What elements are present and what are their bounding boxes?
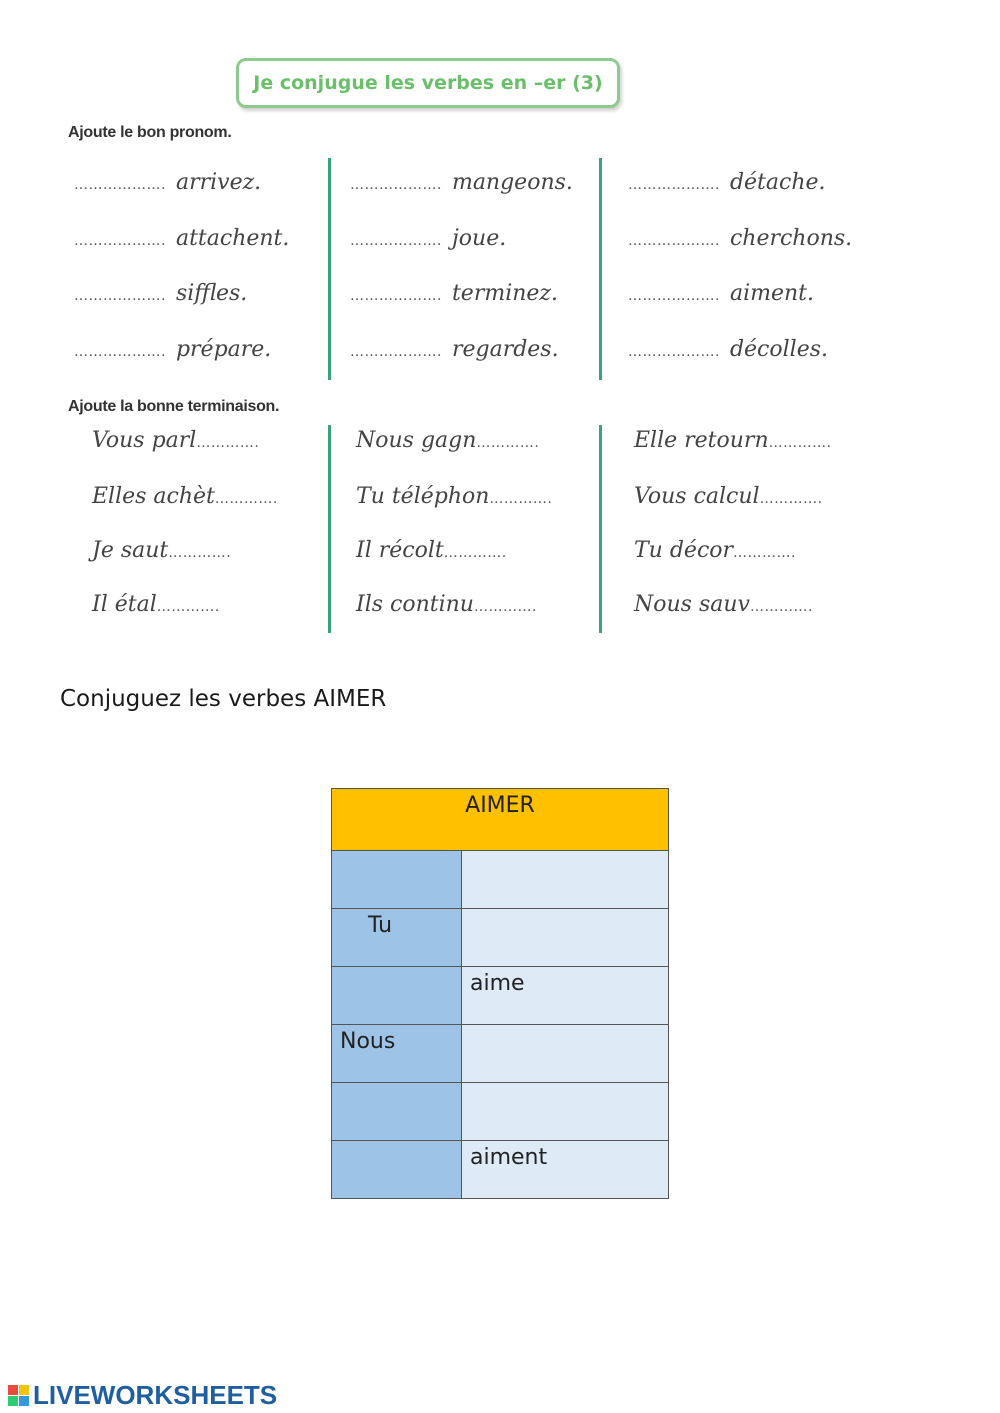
ending-item xyxy=(634,428,832,453)
pronoun-cell[interactable] xyxy=(332,1141,462,1199)
liveworksheets-logo xyxy=(8,1380,277,1411)
table-row xyxy=(332,1083,669,1141)
pronoun-blank[interactable]: ………………. xyxy=(74,233,166,249)
ending-item xyxy=(634,484,823,509)
ending-item xyxy=(356,484,552,509)
verb-cell: aime xyxy=(462,967,669,1025)
pronoun-blank[interactable]: ………………. xyxy=(350,344,442,360)
verb-stem: Nous gagn xyxy=(356,428,477,453)
pronoun-item xyxy=(628,170,826,195)
pronoun-item xyxy=(74,337,271,362)
ending-blank[interactable]: …………. xyxy=(214,491,278,507)
logo-icon xyxy=(8,1385,29,1406)
pronoun-blank[interactable]: ………………. xyxy=(350,177,442,193)
ending-blank[interactable]: …………. xyxy=(196,435,260,451)
table-row xyxy=(332,909,669,967)
verb-form: prépare. xyxy=(175,337,272,362)
pronoun-item xyxy=(628,337,828,362)
verb-form: terminez. xyxy=(451,281,558,306)
ending-blank[interactable]: …………. xyxy=(749,599,813,615)
pronoun-blank[interactable]: ………………. xyxy=(74,177,166,193)
pronoun-blank[interactable]: ………………. xyxy=(628,344,720,360)
pronoun-blank[interactable]: ………………. xyxy=(74,344,166,360)
pronoun-blank[interactable]: ………………. xyxy=(350,233,442,249)
verb-stem: Je saut xyxy=(92,538,169,563)
verb-form: détache. xyxy=(729,170,826,195)
pronoun-item xyxy=(74,281,247,306)
pronoun-blank[interactable]: ………………. xyxy=(74,288,166,304)
ending-blank[interactable]: …………. xyxy=(473,599,537,615)
verb-form: mangeons. xyxy=(451,170,573,195)
verb-stem: Ils continu xyxy=(356,592,474,617)
table-row xyxy=(332,1025,669,1083)
ending-item xyxy=(92,428,259,453)
verb-form: siffles. xyxy=(175,281,248,306)
ending-item xyxy=(92,484,278,509)
pronoun-blank[interactable]: ………………. xyxy=(350,288,442,304)
pronoun-cell[interactable] xyxy=(332,1083,462,1141)
ending-item xyxy=(92,592,220,617)
ending-item xyxy=(634,592,813,617)
column-divider xyxy=(328,158,331,380)
verb-stem: Elles achèt xyxy=(92,484,215,509)
verb-form: joue. xyxy=(451,226,507,251)
verb-form: décolles. xyxy=(729,337,828,362)
pronoun-item xyxy=(628,281,814,306)
verb-stem: Il récolt xyxy=(356,538,444,563)
verb-form: regardes. xyxy=(451,337,559,362)
ending-blank[interactable]: …………. xyxy=(156,599,220,615)
ending-blank[interactable]: …………. xyxy=(733,545,796,561)
pronoun-item xyxy=(350,337,559,362)
ending-blank[interactable]: …………. xyxy=(168,545,232,561)
verb-stem: Vous parl xyxy=(92,428,197,453)
pronoun-item xyxy=(350,170,573,195)
verb-cell[interactable] xyxy=(462,851,669,909)
table-row xyxy=(332,1141,669,1199)
verb-form: cherchons. xyxy=(729,226,853,251)
verb-cell[interactable] xyxy=(462,1025,669,1083)
ending-item xyxy=(92,538,231,563)
pronoun-cell[interactable] xyxy=(332,967,462,1025)
verb-form: attachent. xyxy=(175,226,290,251)
pronoun-item xyxy=(350,281,558,306)
instruction-pronoun: Ajoute le bon pronom. xyxy=(68,124,232,141)
verb-form: arrivez. xyxy=(175,170,262,195)
ending-item xyxy=(356,428,539,453)
ending-blank[interactable]: …………. xyxy=(443,545,507,561)
ending-blank[interactable]: …………. xyxy=(476,435,540,451)
ending-blank[interactable]: …………. xyxy=(759,491,823,507)
logo-text: LIVEWORKSHEETS xyxy=(33,1380,278,1410)
ending-blank[interactable]: …………. xyxy=(489,491,553,507)
pronoun-cell[interactable] xyxy=(332,851,462,909)
pronoun-item xyxy=(628,226,852,251)
table-row xyxy=(332,967,669,1025)
pronoun-cell: Nous xyxy=(332,1025,462,1083)
verb-stem: Il étal xyxy=(92,592,157,617)
pronoun-item xyxy=(74,226,289,251)
exercise-title: Conjuguez les verbes AIMER xyxy=(60,686,387,712)
verb-stem: Elle retourn xyxy=(634,428,769,453)
pronoun-blank[interactable]: ………………. xyxy=(628,177,720,193)
ending-item xyxy=(356,592,537,617)
worksheet-title: Je conjugue les verbes en –er (3) xyxy=(253,72,603,94)
column-divider xyxy=(599,425,602,633)
verb-form: aiment. xyxy=(729,281,814,306)
column-divider xyxy=(599,158,602,380)
verb-stem: Tu téléphon xyxy=(356,484,490,509)
worksheet-title-box xyxy=(236,58,620,108)
verb-cell: aiment xyxy=(462,1141,669,1199)
pronoun-blank[interactable]: ………………. xyxy=(628,233,720,249)
pronoun-blank[interactable]: ………………. xyxy=(628,288,720,304)
verb-cell[interactable] xyxy=(462,1083,669,1141)
verb-cell[interactable] xyxy=(462,909,669,967)
ending-blank[interactable]: …………. xyxy=(768,435,832,451)
conjugation-table xyxy=(331,788,669,1199)
verb-stem: Vous calcul xyxy=(634,484,760,509)
verb-stem: Tu décor xyxy=(634,538,734,563)
table-header: AIMER xyxy=(332,789,669,851)
verb-stem: Nous sauv xyxy=(634,592,750,617)
ending-item xyxy=(634,538,796,563)
pronoun-cell: Tu xyxy=(332,909,462,967)
instruction-ending: Ajoute la bonne terminaison. xyxy=(68,398,280,415)
ending-item xyxy=(356,538,507,563)
pronoun-item xyxy=(350,226,506,251)
pronoun-item xyxy=(74,170,261,195)
column-divider xyxy=(328,425,331,633)
table-row xyxy=(332,851,669,909)
